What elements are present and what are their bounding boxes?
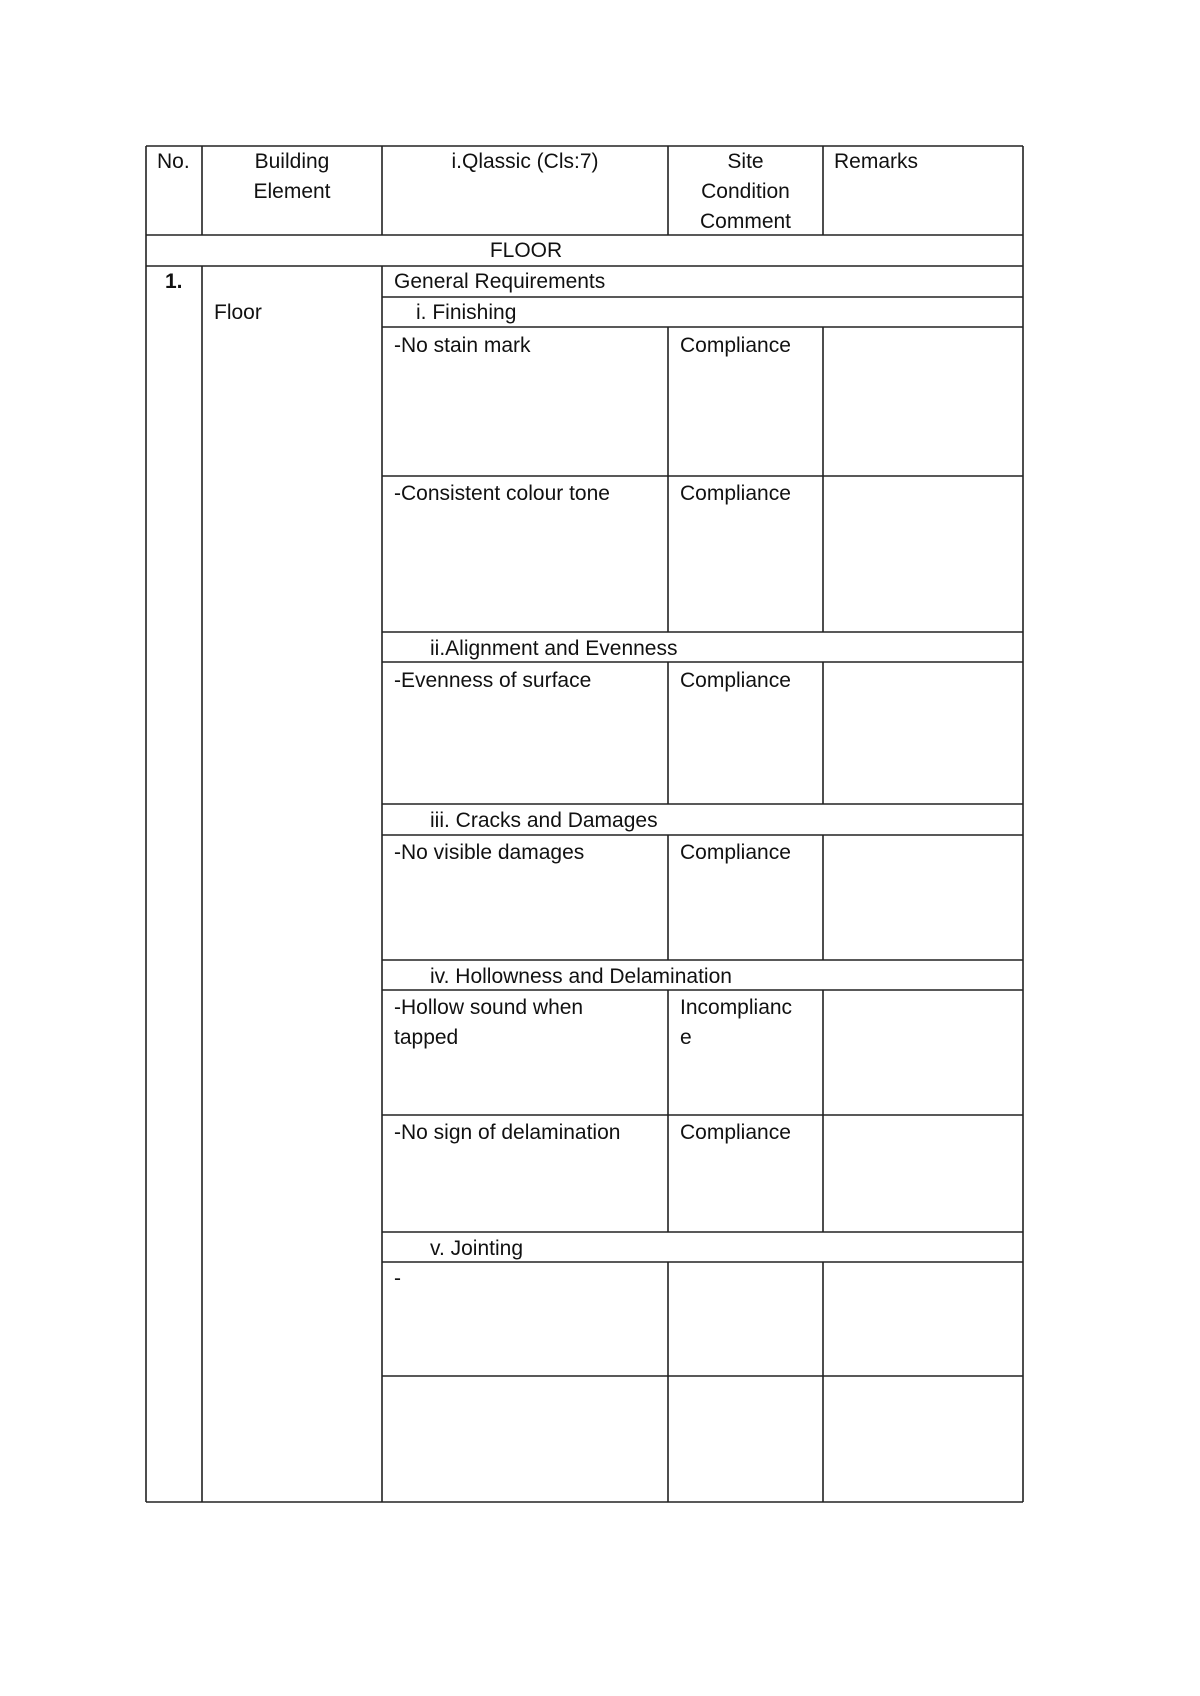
comment-colour: Compliance <box>680 482 791 505</box>
comment-hollow-line1: Incomplianc <box>680 996 793 1019</box>
comment-hollow <box>680 993 792 1053</box>
header-qlassic: i.Qlassic (Cls:7) <box>451 150 599 173</box>
subsection-alignment: ii.Alignment and Evenness <box>430 637 678 660</box>
header-building-line1: Building <box>254 150 330 173</box>
criteria-colour: -Consistent colour tone <box>394 482 610 505</box>
subsection-jointing: v. Jointing <box>430 1237 523 1260</box>
subsection-finishing: i. Finishing <box>416 301 517 324</box>
header-site-line2: Condition <box>701 180 790 203</box>
header-site-line1: Site <box>727 150 764 173</box>
item-element: Floor <box>214 301 262 324</box>
comment-hollow-line2: e <box>680 1026 692 1049</box>
header-site-line3: Comment <box>699 210 792 233</box>
header-remarks: Remarks <box>834 150 919 173</box>
section-title: FLOOR <box>489 239 563 262</box>
criteria-stain: -No stain mark <box>394 334 531 357</box>
general-requirements: General Requirements <box>394 270 606 293</box>
header-site-condition <box>668 147 823 237</box>
comment-evenness: Compliance <box>680 669 791 692</box>
subsection-hollowness: iv. Hollowness and Delamination <box>430 965 732 988</box>
criteria-hollow-line2: tapped <box>394 1026 459 1049</box>
header-building-line2: Element <box>253 180 331 203</box>
criteria-hollow-line1: -Hollow sound when <box>394 996 584 1019</box>
comment-delamination: Compliance <box>680 1121 791 1144</box>
criteria-evenness: -Evenness of surface <box>394 669 592 692</box>
comment-damages: Compliance <box>680 841 791 864</box>
criteria-hollow <box>394 993 583 1053</box>
item-no: 1. <box>165 270 183 293</box>
subsection-cracks: iii. Cracks and Damages <box>430 809 658 832</box>
criteria-delamination: -No sign of delamination <box>394 1121 621 1144</box>
criteria-jointing1: - <box>394 1267 401 1290</box>
header-building-element <box>202 147 382 207</box>
comment-stain: Compliance <box>680 334 791 357</box>
criteria-damages: -No visible damages <box>394 841 585 864</box>
header-no: No. <box>157 150 190 173</box>
